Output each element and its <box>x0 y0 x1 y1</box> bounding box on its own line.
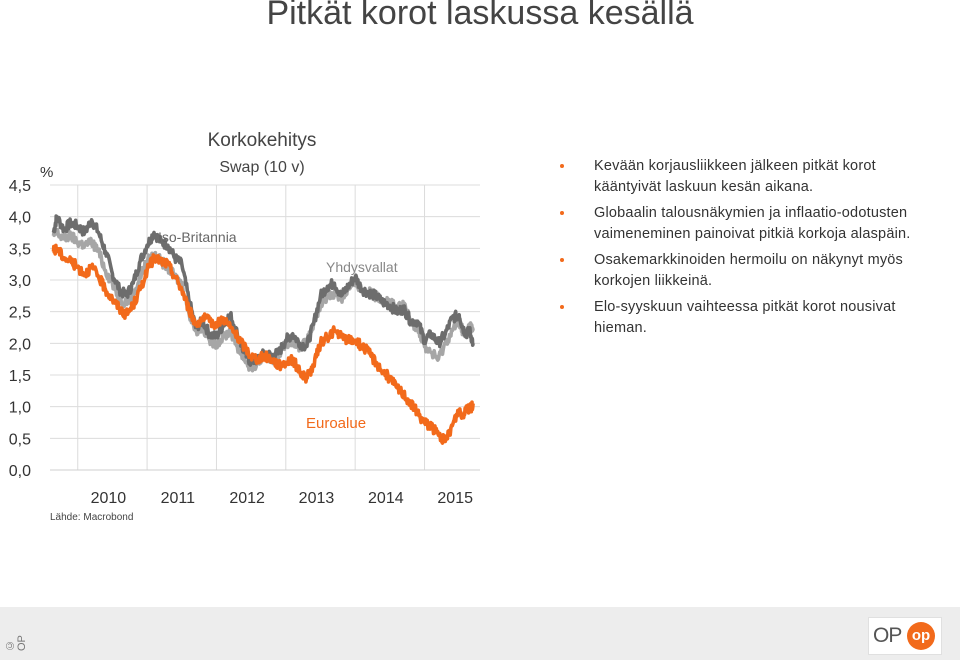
bullet-dot-icon <box>560 305 564 309</box>
bullet-dot-icon <box>560 211 564 215</box>
footer-bar <box>0 607 960 660</box>
x-tick-label: 2012 <box>229 490 265 507</box>
y-tick-label: 3,0 <box>8 273 31 290</box>
bullet-item: Osakemarkkinoiden hermoilu on näkynyt myös korkojen liikkeinä. <box>560 250 940 291</box>
chart-title: Korkokehitys <box>207 130 317 151</box>
chart-source: Lähde: Macrobond <box>50 512 134 520</box>
x-tick-label: 2015 <box>437 490 473 507</box>
bullet-dot-icon <box>560 258 564 262</box>
y-tick-label: 1,0 <box>8 399 31 417</box>
copyright: © OP <box>4 635 28 651</box>
bullet-list <box>560 156 940 344</box>
chart-subtitle: Swap (10 v) <box>219 159 305 176</box>
series-line-euroalue <box>54 245 474 443</box>
x-tick-label: 2011 <box>160 490 195 507</box>
y-tick-label: 2,0 <box>8 336 31 354</box>
x-tick-label: 2010 <box>90 490 127 507</box>
y-tick-label: 2,5 <box>8 304 31 322</box>
y-tick-label: 3,5 <box>8 241 31 259</box>
y-tick-labels <box>9 178 31 480</box>
y-axis-unit: % <box>40 164 54 181</box>
annotation-euroalue: Euroalue <box>306 415 367 432</box>
y-tick-label: 4,0 <box>8 209 31 227</box>
y-tick-label: 0,0 <box>8 463 31 480</box>
annotation-yhdysvallat: Yhdysvallat <box>326 259 398 275</box>
op-logo <box>868 617 942 655</box>
x-tick-labels <box>91 490 473 507</box>
series-lines <box>54 216 474 443</box>
bullet-dot-icon <box>560 164 564 168</box>
op-logo-icon: op <box>907 622 935 650</box>
bullet-item: Elo-syyskuun vaihteessa pitkät korot nousivat hieman. <box>560 297 940 338</box>
annotation-iso-britannia: Iso-Britannia <box>158 229 237 245</box>
x-tick-label: 2013 <box>298 490 335 507</box>
rate-chart <box>0 0 540 520</box>
y-tick-label: 0,5 <box>8 431 31 449</box>
logo-text: OP <box>873 624 902 647</box>
bullet-item: Kevään korjausliikkeen jälkeen pitkät korot kääntyivät laskuun kesän aikana. <box>560 156 940 197</box>
bullet-item: Globaalin talousnäkymien ja inflaatio-odotusten vaimeneminen painoivat pitkiä korkoja alaspäin. <box>560 203 940 244</box>
y-tick-label: 4,5 <box>8 178 31 195</box>
x-tick-label: 2014 <box>368 490 404 507</box>
y-tick-label: 1,5 <box>8 368 31 385</box>
slide-title: Pitkät korot laskussa kesällä <box>266 0 694 32</box>
